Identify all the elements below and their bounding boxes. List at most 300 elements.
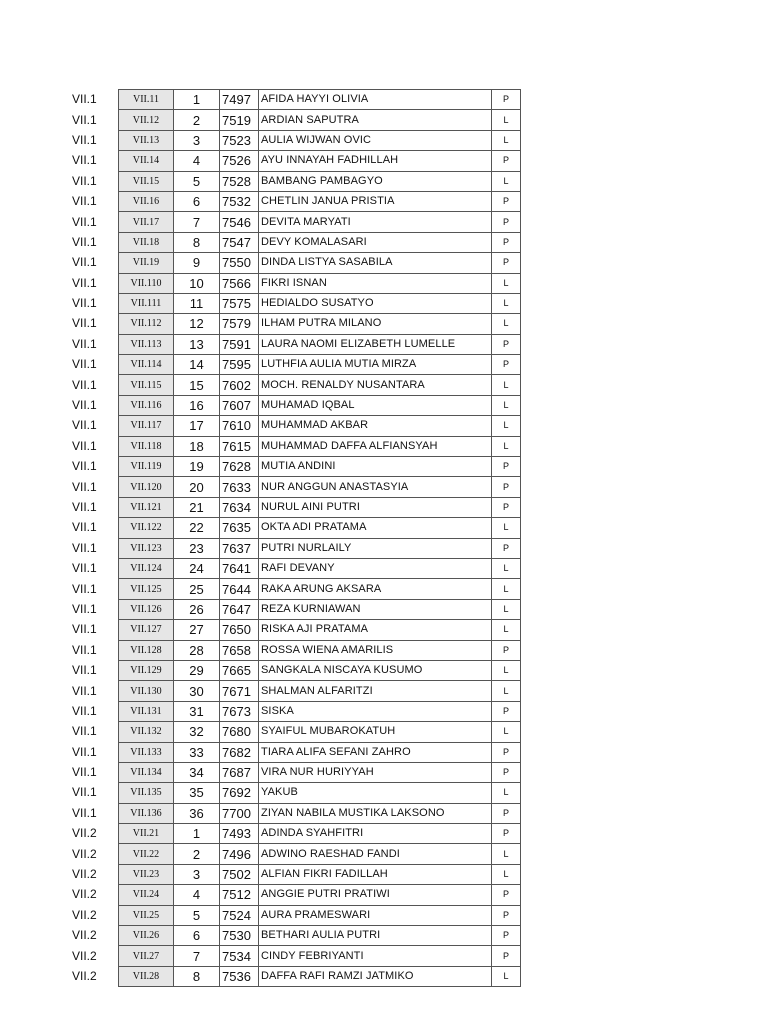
code-cell: VII.118 xyxy=(119,436,174,456)
student-name-cell: RAFI DEVANY xyxy=(259,558,492,578)
student-name-cell: RAKA ARUNG AKSARA xyxy=(259,579,492,599)
class-cell: VII.1 xyxy=(72,683,97,698)
student-id-cell: 7635 xyxy=(220,518,259,538)
student-name-cell: ZIYAN NABILA MUSTIKA LAKSONO xyxy=(259,803,492,823)
gender-cell: L xyxy=(492,722,521,742)
table-row xyxy=(60,477,521,497)
number-cell: 1 xyxy=(174,824,220,844)
student-id-cell: 7519 xyxy=(220,110,259,130)
code-cell: VII.11 xyxy=(119,90,174,110)
class-cell: VII.1 xyxy=(72,398,97,413)
gender-cell: P xyxy=(492,253,521,273)
code-cell: VII.114 xyxy=(119,355,174,375)
student-name-cell: SANGKALA NISCAYA KUSUMO xyxy=(259,660,492,680)
gender-cell: L xyxy=(492,599,521,619)
student-id-cell: 7591 xyxy=(220,334,259,354)
code-cell: VII.21 xyxy=(119,824,174,844)
number-cell: 11 xyxy=(174,293,220,313)
class-cell: VII.1 xyxy=(72,336,97,351)
student-name-cell: AFIDA HAYYI OLIVIA xyxy=(259,90,492,110)
number-cell: 13 xyxy=(174,334,220,354)
gender-cell: L xyxy=(492,864,521,884)
student-id-cell: 7493 xyxy=(220,824,259,844)
number-cell: 2 xyxy=(174,844,220,864)
number-cell: 36 xyxy=(174,803,220,823)
number-cell: 5 xyxy=(174,171,220,191)
number-cell: 21 xyxy=(174,497,220,517)
class-cell: VII.1 xyxy=(72,500,97,514)
number-cell: 23 xyxy=(174,538,220,558)
class-cell: VII.1 xyxy=(72,520,97,535)
number-cell: 32 xyxy=(174,722,220,742)
gender-cell: P xyxy=(492,762,521,782)
student-id-cell: 7665 xyxy=(220,660,259,680)
code-cell: VII.22 xyxy=(119,844,174,864)
gender-cell: P xyxy=(492,457,521,477)
table-row xyxy=(60,416,521,436)
student-id-cell: 7682 xyxy=(220,742,259,762)
student-name-cell: CHETLIN JANUA PRISTIA xyxy=(259,191,492,211)
code-cell: VII.17 xyxy=(119,212,174,232)
class-cell: VII.2 xyxy=(72,968,97,983)
table-row xyxy=(60,314,521,334)
gender-cell: L xyxy=(492,293,521,313)
table-row xyxy=(60,457,521,477)
code-cell: VII.135 xyxy=(119,783,174,803)
class-cell: VII.1 xyxy=(72,112,97,127)
student-id-cell: 7497 xyxy=(220,90,259,110)
student-name-cell: MUHAMAD IQBAL xyxy=(259,395,492,415)
number-cell: 3 xyxy=(174,130,220,150)
code-cell: VII.126 xyxy=(119,599,174,619)
code-cell: VII.113 xyxy=(119,334,174,354)
gender-cell: P xyxy=(492,334,521,354)
class-cell: VII.1 xyxy=(72,642,97,657)
code-cell: VII.133 xyxy=(119,742,174,762)
class-cell: VII.1 xyxy=(72,765,97,780)
gender-cell: P xyxy=(492,151,521,171)
student-id-cell: 7644 xyxy=(220,579,259,599)
table-row xyxy=(60,151,521,171)
class-cell: VII.1 xyxy=(72,744,97,759)
class-cell: VII.1 xyxy=(72,357,97,372)
code-cell: VII.124 xyxy=(119,558,174,578)
student-id-cell: 7673 xyxy=(220,701,259,721)
student-sheet xyxy=(60,89,521,987)
student-id-cell: 7566 xyxy=(220,273,259,293)
number-cell: 16 xyxy=(174,395,220,415)
student-id-cell: 7496 xyxy=(220,844,259,864)
student-id-cell: 7546 xyxy=(220,212,259,232)
student-name-cell: REZA KURNIAWAN xyxy=(259,599,492,619)
class-cell: VII.1 xyxy=(72,173,97,188)
number-cell: 24 xyxy=(174,558,220,578)
student-id-cell: 7633 xyxy=(220,477,259,497)
student-id-cell: 7602 xyxy=(220,375,259,395)
gender-cell: L xyxy=(492,375,521,395)
class-cell: VII.1 xyxy=(72,153,97,168)
student-name-cell: ADINDA SYAHFITRI xyxy=(259,824,492,844)
code-cell: VII.119 xyxy=(119,457,174,477)
code-cell: VII.125 xyxy=(119,579,174,599)
number-cell: 26 xyxy=(174,599,220,619)
student-id-cell: 7523 xyxy=(220,130,259,150)
number-cell: 10 xyxy=(174,273,220,293)
code-cell: VII.128 xyxy=(119,640,174,660)
class-cell: VII.2 xyxy=(72,907,97,922)
class-cell: VII.1 xyxy=(72,459,97,474)
student-name-cell: MUHAMMAD DAFFA ALFIANSYAH xyxy=(259,436,492,456)
class-cell: VII.1 xyxy=(72,724,97,739)
gender-cell: P xyxy=(492,885,521,905)
student-name-cell: SHALMAN ALFARITZI xyxy=(259,681,492,701)
table-row xyxy=(60,742,521,762)
table-row xyxy=(60,722,521,742)
student-id-cell: 7610 xyxy=(220,416,259,436)
table-row xyxy=(60,110,521,130)
gender-cell: P xyxy=(492,538,521,558)
code-cell: VII.26 xyxy=(119,926,174,946)
student-name-cell: AYU INNAYAH FADHILLAH xyxy=(259,151,492,171)
student-name-cell: LUTHFIA AULIA MUTIA MIRZA xyxy=(259,355,492,375)
table-row xyxy=(60,701,521,721)
number-cell: 7 xyxy=(174,212,220,232)
student-name-cell: RISKA AJI PRATAMA xyxy=(259,620,492,640)
gender-cell: P xyxy=(492,232,521,252)
table-row xyxy=(60,599,521,619)
code-cell: VII.134 xyxy=(119,762,174,782)
table-row xyxy=(60,946,521,966)
table-row xyxy=(60,90,521,110)
student-id-cell: 7575 xyxy=(220,293,259,313)
student-name-cell: PUTRI NURLAILY xyxy=(259,538,492,558)
table-row xyxy=(60,293,521,313)
table-row xyxy=(60,171,521,191)
table-row xyxy=(60,273,521,293)
class-cell: VII.1 xyxy=(72,479,97,494)
code-cell: VII.127 xyxy=(119,620,174,640)
number-cell: 25 xyxy=(174,579,220,599)
student-id-cell: 7671 xyxy=(220,681,259,701)
student-name-cell: DINDA LISTYA SASABILA xyxy=(259,253,492,273)
student-id-cell: 7502 xyxy=(220,864,259,884)
student-id-cell: 7680 xyxy=(220,722,259,742)
gender-cell: L xyxy=(492,130,521,150)
gender-cell: L xyxy=(492,620,521,640)
code-cell: VII.19 xyxy=(119,253,174,273)
code-cell: VII.23 xyxy=(119,864,174,884)
class-cell: VII.1 xyxy=(72,418,97,433)
student-id-cell: 7547 xyxy=(220,232,259,252)
number-cell: 3 xyxy=(174,864,220,884)
gender-cell: L xyxy=(492,518,521,538)
table-row xyxy=(60,926,521,946)
class-cell: VII.1 xyxy=(72,234,97,249)
gender-cell: P xyxy=(492,926,521,946)
table-row xyxy=(60,620,521,640)
code-cell: VII.24 xyxy=(119,885,174,905)
code-cell: VII.28 xyxy=(119,966,174,986)
gender-cell: L xyxy=(492,110,521,130)
number-cell: 2 xyxy=(174,110,220,130)
student-id-cell: 7530 xyxy=(220,926,259,946)
gender-cell: L xyxy=(492,314,521,334)
gender-cell: L xyxy=(492,171,521,191)
number-cell: 4 xyxy=(174,885,220,905)
student-name-cell: DEVITA MARYATI xyxy=(259,212,492,232)
number-cell: 29 xyxy=(174,660,220,680)
student-id-cell: 7607 xyxy=(220,395,259,415)
class-cell: VII.1 xyxy=(72,92,97,107)
student-id-cell: 7550 xyxy=(220,253,259,273)
class-cell: VII.1 xyxy=(72,132,97,147)
student-name-cell: ALFIAN FIKRI FADILLAH xyxy=(259,864,492,884)
class-cell: VII.1 xyxy=(72,663,97,678)
code-cell: VII.18 xyxy=(119,232,174,252)
gender-cell: P xyxy=(492,946,521,966)
gender-cell: L xyxy=(492,273,521,293)
student-id-cell: 7692 xyxy=(220,783,259,803)
table-row xyxy=(60,130,521,150)
code-cell: VII.132 xyxy=(119,722,174,742)
gender-cell: P xyxy=(492,191,521,211)
number-cell: 12 xyxy=(174,314,220,334)
student-name-cell: ADWINO RAESHAD FANDI xyxy=(259,844,492,864)
class-cell: VII.2 xyxy=(72,928,97,943)
gender-cell: P xyxy=(492,497,521,517)
student-name-cell: DAFFA RAFI RAMZI JATMIKO xyxy=(259,966,492,986)
gender-cell: L xyxy=(492,395,521,415)
number-cell: 6 xyxy=(174,191,220,211)
table-row xyxy=(60,824,521,844)
code-cell: VII.131 xyxy=(119,701,174,721)
student-id-cell: 7658 xyxy=(220,640,259,660)
number-cell: 17 xyxy=(174,416,220,436)
student-name-cell: CINDY FEBRIYANTI xyxy=(259,946,492,966)
number-cell: 8 xyxy=(174,232,220,252)
code-cell: VII.120 xyxy=(119,477,174,497)
student-id-cell: 7536 xyxy=(220,966,259,986)
student-id-cell: 7524 xyxy=(220,905,259,925)
student-name-cell: FIKRI ISNAN xyxy=(259,273,492,293)
student-name-cell: HEDIALDO SUSATYO xyxy=(259,293,492,313)
class-cell: VII.2 xyxy=(72,867,97,882)
code-cell: VII.115 xyxy=(119,375,174,395)
code-cell: VII.130 xyxy=(119,681,174,701)
number-cell: 30 xyxy=(174,681,220,701)
number-cell: 9 xyxy=(174,253,220,273)
number-cell: 6 xyxy=(174,926,220,946)
student-name-cell: ANGGIE PUTRI PRATIWI xyxy=(259,885,492,905)
gender-cell: P xyxy=(492,90,521,110)
table-row xyxy=(60,885,521,905)
code-cell: VII.129 xyxy=(119,660,174,680)
student-id-cell: 7634 xyxy=(220,497,259,517)
student-name-cell: SISKA xyxy=(259,701,492,721)
gender-cell: P xyxy=(492,701,521,721)
student-name-cell: NURUL AINI PUTRI xyxy=(259,497,492,517)
table-row xyxy=(60,253,521,273)
table-row xyxy=(60,660,521,680)
table-row xyxy=(60,762,521,782)
class-cell: VII.2 xyxy=(72,948,97,963)
gender-cell: P xyxy=(492,803,521,823)
student-id-cell: 7534 xyxy=(220,946,259,966)
student-name-cell: YAKUB xyxy=(259,783,492,803)
class-cell: VII.1 xyxy=(72,785,97,800)
table-row xyxy=(60,783,521,803)
number-cell: 19 xyxy=(174,457,220,477)
code-cell: VII.117 xyxy=(119,416,174,436)
table-row xyxy=(60,395,521,415)
number-cell: 34 xyxy=(174,762,220,782)
gender-cell: L xyxy=(492,579,521,599)
table-row xyxy=(60,375,521,395)
class-cell: VII.1 xyxy=(72,540,97,555)
student-id-cell: 7595 xyxy=(220,355,259,375)
gender-cell: P xyxy=(492,212,521,232)
table-row xyxy=(60,905,521,925)
gender-cell: P xyxy=(492,824,521,844)
gender-cell: P xyxy=(492,905,521,925)
gender-cell: L xyxy=(492,660,521,680)
gender-cell: L xyxy=(492,681,521,701)
student-id-cell: 7650 xyxy=(220,620,259,640)
class-cell: VII.1 xyxy=(72,275,97,290)
class-cell: VII.1 xyxy=(72,377,97,392)
number-cell: 33 xyxy=(174,742,220,762)
table-row xyxy=(60,355,521,375)
table-row xyxy=(60,212,521,232)
code-cell: VII.14 xyxy=(119,151,174,171)
number-cell: 35 xyxy=(174,783,220,803)
student-id-cell: 7637 xyxy=(220,538,259,558)
class-cell: VII.1 xyxy=(72,622,97,637)
table-row xyxy=(60,844,521,864)
table-row xyxy=(60,497,521,517)
table-row xyxy=(60,966,521,986)
code-cell: VII.123 xyxy=(119,538,174,558)
code-cell: VII.112 xyxy=(119,314,174,334)
table-row xyxy=(60,681,521,701)
class-cell: VII.1 xyxy=(72,561,97,576)
code-cell: VII.110 xyxy=(119,273,174,293)
code-cell: VII.15 xyxy=(119,171,174,191)
class-cell: VII.1 xyxy=(72,805,97,820)
student-name-cell: AULIA WIJWAN OVIC xyxy=(259,130,492,150)
student-name-cell: BAMBANG PAMBAGYO xyxy=(259,171,492,191)
student-name-cell: ILHAM PUTRA MILANO xyxy=(259,314,492,334)
gender-cell: P xyxy=(492,640,521,660)
gender-cell: L xyxy=(492,783,521,803)
number-cell: 27 xyxy=(174,620,220,640)
code-cell: VII.27 xyxy=(119,946,174,966)
table-row xyxy=(60,864,521,884)
student-name-cell: OKTA ADI PRATAMA xyxy=(259,518,492,538)
table-row xyxy=(60,518,521,538)
student-id-cell: 7687 xyxy=(220,762,259,782)
class-cell: VII.1 xyxy=(72,601,97,616)
student-id-cell: 7512 xyxy=(220,885,259,905)
table-row xyxy=(60,803,521,823)
student-name-cell: BETHARI AULIA PUTRI xyxy=(259,926,492,946)
number-cell: 15 xyxy=(174,375,220,395)
code-cell: VII.121 xyxy=(119,497,174,517)
number-cell: 20 xyxy=(174,477,220,497)
student-name-cell: AURA PRAMESWARI xyxy=(259,905,492,925)
student-id-cell: 7579 xyxy=(220,314,259,334)
student-name-cell: SYAIFUL MUBAROKATUH xyxy=(259,722,492,742)
table-row xyxy=(60,579,521,599)
number-cell: 8 xyxy=(174,966,220,986)
number-cell: 7 xyxy=(174,946,220,966)
gender-cell: L xyxy=(492,416,521,436)
number-cell: 4 xyxy=(174,151,220,171)
class-cell: VII.1 xyxy=(72,581,97,596)
class-cell: VII.1 xyxy=(72,438,97,453)
student-id-cell: 7641 xyxy=(220,558,259,578)
class-cell: VII.2 xyxy=(72,846,97,861)
class-cell: VII.1 xyxy=(72,703,97,718)
number-cell: 1 xyxy=(174,90,220,110)
table-row xyxy=(60,640,521,660)
table-row xyxy=(60,558,521,578)
student-id-cell: 7628 xyxy=(220,457,259,477)
table-row xyxy=(60,232,521,252)
code-cell: VII.12 xyxy=(119,110,174,130)
number-cell: 5 xyxy=(174,905,220,925)
student-name-cell: DEVY KOMALASARI xyxy=(259,232,492,252)
code-cell: VII.136 xyxy=(119,803,174,823)
class-cell: VII.1 xyxy=(72,214,97,229)
class-cell: VII.1 xyxy=(72,296,97,311)
table-row xyxy=(60,436,521,456)
student-name-cell: MOCH. RENALDY NUSANTARA xyxy=(259,375,492,395)
student-name-cell: MUTIA ANDINI xyxy=(259,457,492,477)
class-cell: VII.2 xyxy=(72,826,97,841)
student-name-cell: NUR ANGGUN ANASTASYIA xyxy=(259,477,492,497)
gender-cell: P xyxy=(492,477,521,497)
code-cell: VII.25 xyxy=(119,905,174,925)
code-cell: VII.122 xyxy=(119,518,174,538)
student-name-cell: ARDIAN SAPUTRA xyxy=(259,110,492,130)
student-name-cell: TIARA ALIFA SEFANI ZAHRO xyxy=(259,742,492,762)
number-cell: 28 xyxy=(174,640,220,660)
code-cell: VII.13 xyxy=(119,130,174,150)
student-id-cell: 7532 xyxy=(220,191,259,211)
table-row xyxy=(60,538,521,558)
class-cell: VII.1 xyxy=(72,194,97,209)
gender-cell: L xyxy=(492,558,521,578)
class-cell: VII.1 xyxy=(72,316,97,331)
class-cell: VII.2 xyxy=(72,887,97,902)
student-name-cell: ROSSA WIENA AMARILIS xyxy=(259,640,492,660)
student-id-cell: 7615 xyxy=(220,436,259,456)
gender-cell: P xyxy=(492,355,521,375)
gender-cell: L xyxy=(492,844,521,864)
student-id-cell: 7528 xyxy=(220,171,259,191)
gender-cell: P xyxy=(492,742,521,762)
number-cell: 18 xyxy=(174,436,220,456)
student-name-cell: MUHAMMAD AKBAR xyxy=(259,416,492,436)
number-cell: 22 xyxy=(174,518,220,538)
student-id-cell: 7526 xyxy=(220,151,259,171)
code-cell: VII.111 xyxy=(119,293,174,313)
table-row xyxy=(60,191,521,211)
gender-cell: L xyxy=(492,966,521,986)
number-cell: 31 xyxy=(174,701,220,721)
class-cell: VII.1 xyxy=(72,255,97,270)
